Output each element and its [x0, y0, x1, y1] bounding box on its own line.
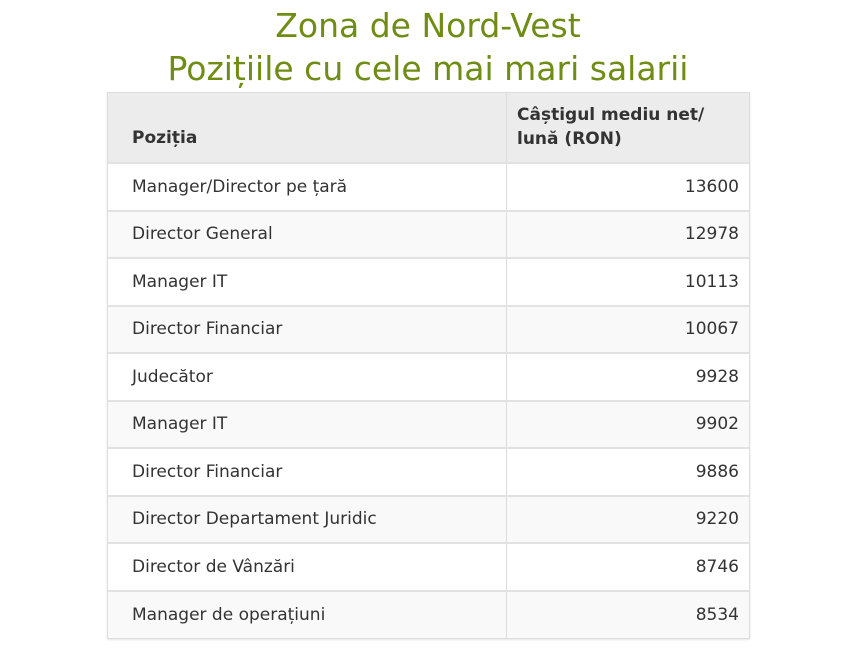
- position-cell: Director Financiar: [108, 448, 507, 496]
- table-row: [108, 163, 749, 211]
- table-row: [108, 543, 749, 591]
- position-cell: Judecător: [108, 353, 507, 401]
- table-row: [108, 258, 749, 306]
- salary-cell: 12978: [684, 224, 739, 245]
- table-row: [108, 211, 749, 259]
- table-row: [108, 496, 749, 544]
- position-cell: Director General: [108, 211, 507, 259]
- salary-cell: 10113: [684, 271, 739, 292]
- position-cell: Director Departament Juridic: [108, 496, 507, 544]
- salary-cell: 13600: [684, 176, 739, 197]
- position-cell: Director Financiar: [108, 306, 507, 354]
- position-cell: Manager/Director pe țară: [108, 163, 507, 211]
- salary-cell: 9220: [695, 509, 739, 530]
- chart-subtitle: Pozițiile cu cele mai mari salarii: [167, 49, 689, 88]
- table-row: [108, 306, 749, 354]
- salary-cell: 9902: [695, 414, 739, 435]
- salary-cell: 9886: [695, 461, 739, 482]
- table-header-row: [108, 93, 749, 163]
- salary-cell: 9928: [695, 366, 739, 387]
- salary-table: [107, 92, 750, 639]
- position-cell: Manager IT: [108, 258, 507, 306]
- salary-cell: 8534: [695, 604, 739, 625]
- column-header-salary: Câștigul mediu net/ lună (RON): [517, 105, 705, 149]
- column-header-position: Poziția: [108, 93, 507, 163]
- table-row: [108, 401, 749, 449]
- position-cell: Manager IT: [108, 401, 507, 449]
- table-row: [108, 591, 749, 639]
- chart-title: Zona de Nord-Vest: [275, 6, 581, 45]
- table-row: [108, 353, 749, 401]
- position-cell: Manager de operațiuni: [108, 591, 507, 639]
- table-row: [108, 448, 749, 496]
- position-cell: Director de Vânzări: [108, 543, 507, 591]
- salary-cell: 8746: [695, 556, 739, 577]
- salary-cell: 10067: [684, 319, 739, 340]
